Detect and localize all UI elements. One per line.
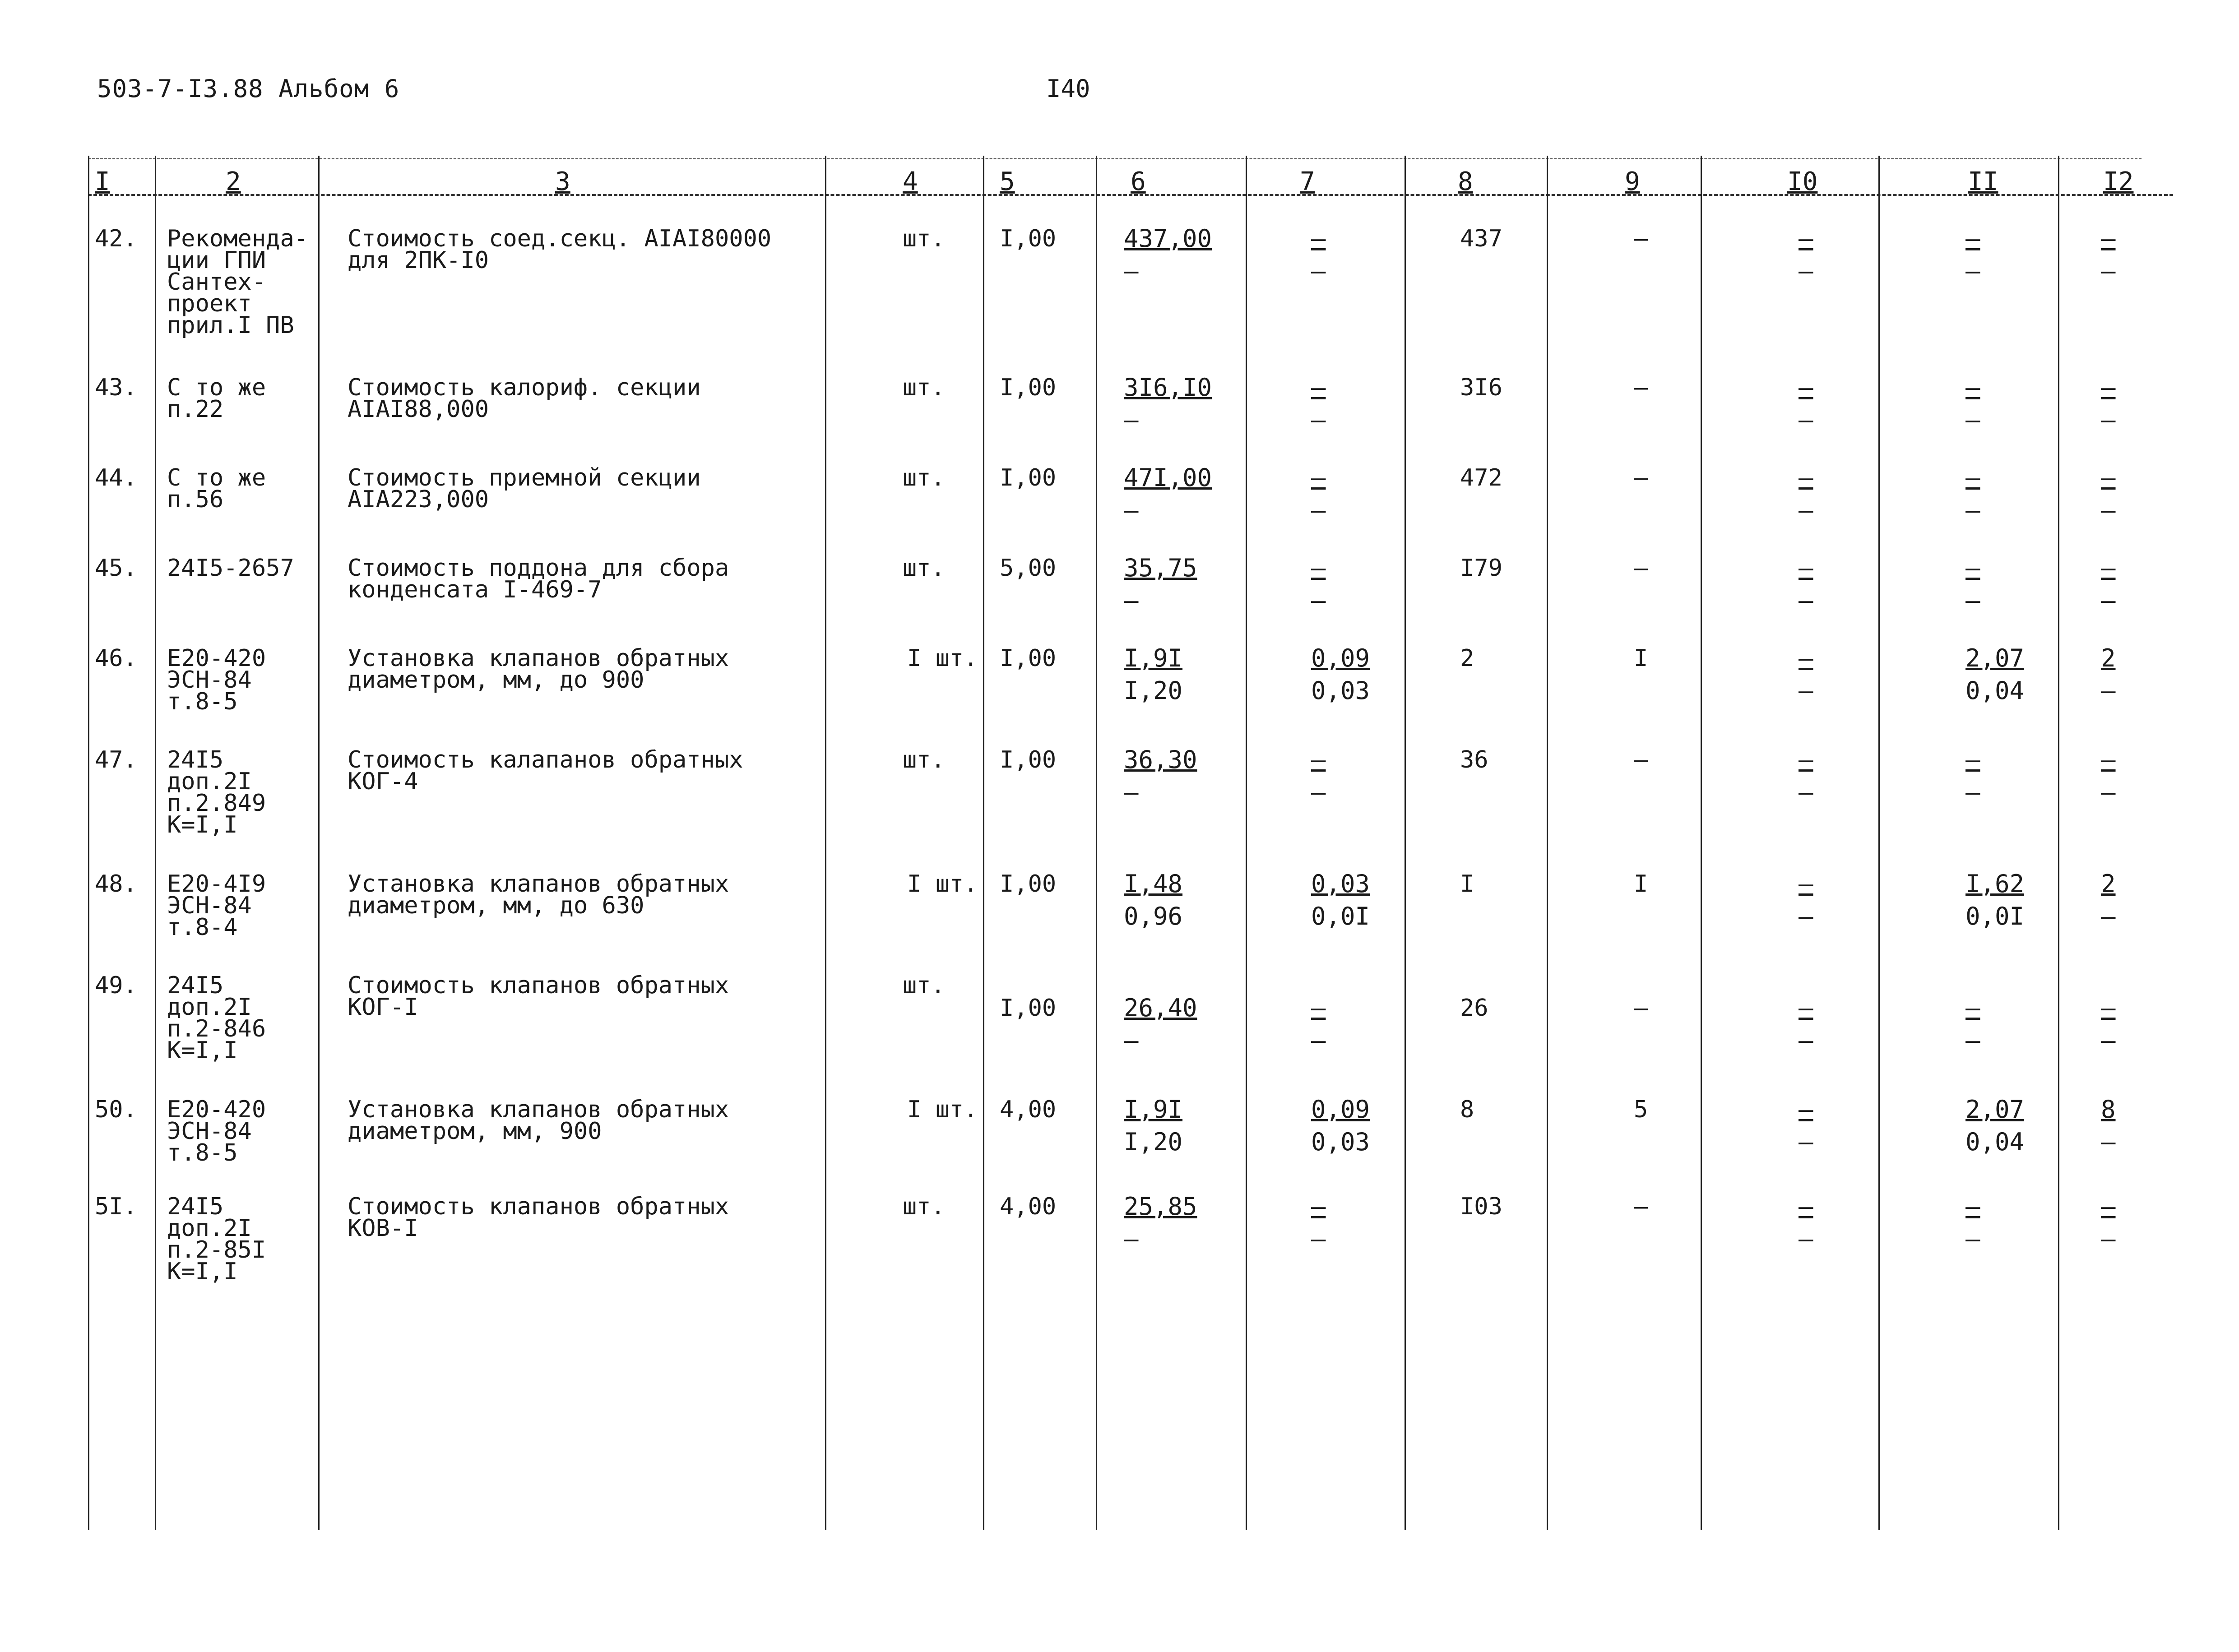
column-divider bbox=[1547, 156, 1548, 1530]
col-12-numerator: – bbox=[2101, 224, 2116, 253]
unit-cost-numerator: 47I,00 bbox=[1124, 463, 1212, 492]
total-wages: – bbox=[1634, 555, 1648, 582]
quantity: 4,00 bbox=[1000, 1096, 1057, 1123]
unit-cost-numerator: 3I6,I0 bbox=[1124, 373, 1212, 402]
col-10-numerator: – bbox=[1799, 1095, 1813, 1124]
col-12 bbox=[2101, 868, 2116, 933]
row-number: 43. bbox=[95, 374, 137, 401]
work-description: Установка клапанов обратных диаметром, мм, 900 bbox=[348, 1096, 729, 1145]
unit-cost-denominator: – bbox=[1124, 1026, 1139, 1055]
col-10-denominator: – bbox=[1799, 586, 1813, 615]
col-12-denominator: – bbox=[2101, 257, 2116, 285]
col-10-numerator: – bbox=[1799, 1192, 1813, 1221]
column-divider bbox=[1405, 156, 1406, 1530]
total-wages: I bbox=[1634, 870, 1648, 898]
total-cost: 3I6 bbox=[1460, 374, 1502, 401]
unit-cost-numerator: I,48 bbox=[1124, 870, 1183, 898]
justification-code: 24I5 доп.2I п.2.849 К=I,I bbox=[167, 746, 266, 838]
col-11-denominator: 0,04 bbox=[1965, 676, 2025, 705]
column-divider bbox=[1246, 156, 1247, 1530]
work-description: Стоимость поддона для сбора конденсата I-469-7 bbox=[348, 555, 729, 603]
unit-cost-denominator: – bbox=[1124, 778, 1139, 806]
total-wages: I bbox=[1634, 645, 1648, 672]
col-11-numerator: I,62 bbox=[1965, 870, 2025, 898]
col-10-denominator: – bbox=[1799, 1225, 1813, 1253]
justification-code: Е20-420 ЭСН-84 т.8-5 bbox=[167, 1096, 266, 1166]
col-12-numerator: – bbox=[2101, 1192, 2116, 1221]
col-10-numerator: – bbox=[1799, 745, 1813, 774]
quantity: 4,00 bbox=[1000, 1193, 1057, 1220]
unit: шт. bbox=[903, 464, 945, 491]
column-number-7: 7 bbox=[1300, 167, 1315, 196]
col-10-denominator: – bbox=[1799, 496, 1813, 524]
quantity: I,00 bbox=[1000, 464, 1057, 491]
row-number: 42. bbox=[95, 225, 137, 252]
work-description: Стоимость калориф. секции AIAI88,000 bbox=[348, 374, 701, 423]
unit-cost bbox=[1124, 868, 1182, 933]
unit-wages bbox=[1311, 552, 1326, 617]
col-12 bbox=[2101, 371, 2116, 436]
unit-wages bbox=[1311, 1093, 1370, 1158]
unit: I шт. bbox=[907, 645, 978, 672]
unit: шт. bbox=[903, 746, 945, 773]
total-wages: – bbox=[1634, 995, 1648, 1022]
unit-wages-denominator: – bbox=[1311, 586, 1326, 615]
col-11-denominator: – bbox=[1965, 1225, 1980, 1253]
total-wages: – bbox=[1634, 1193, 1648, 1220]
col-10-denominator: – bbox=[1799, 257, 1813, 285]
col-10 bbox=[1799, 868, 1813, 933]
unit-wages-numerator: – bbox=[1311, 745, 1326, 774]
col-10 bbox=[1799, 1093, 1813, 1158]
quantity: I,00 bbox=[1000, 746, 1057, 773]
col-11-denominator: 0,04 bbox=[1965, 1128, 2025, 1156]
unit-cost-numerator: I,9I bbox=[1124, 1095, 1183, 1124]
unit-wages-numerator: – bbox=[1311, 994, 1326, 1022]
col-10-denominator: – bbox=[1799, 406, 1813, 434]
col-11-denominator: – bbox=[1965, 257, 1980, 285]
col-11-numerator: 2,07 bbox=[1965, 1095, 2025, 1124]
unit-cost bbox=[1124, 642, 1182, 707]
unit: шт. bbox=[903, 972, 945, 999]
unit-wages-denominator: – bbox=[1311, 257, 1326, 285]
unit-wages-numerator: 0,09 bbox=[1311, 1095, 1370, 1124]
unit-wages-denominator: – bbox=[1311, 406, 1326, 434]
total-wages: – bbox=[1634, 374, 1648, 401]
row-number: 45. bbox=[95, 555, 137, 582]
unit-wages-numerator: – bbox=[1311, 1192, 1326, 1221]
unit-wages bbox=[1311, 642, 1370, 707]
total-cost: 437 bbox=[1460, 225, 1502, 252]
col-11 bbox=[1965, 222, 1980, 287]
column-divider bbox=[983, 156, 984, 1530]
justification-code: Е20-4I9 ЭСН-84 т.8-4 bbox=[167, 870, 266, 941]
col-11 bbox=[1965, 1190, 1980, 1255]
unit-wages-denominator: – bbox=[1311, 1026, 1326, 1055]
work-description: Стоимость калапанов обратных КОГ-4 bbox=[348, 746, 743, 795]
col-10 bbox=[1799, 371, 1813, 436]
column-number-11: II bbox=[1968, 167, 1998, 196]
column-number-4: 4 bbox=[903, 167, 918, 196]
unit-cost bbox=[1124, 552, 1197, 617]
col-12 bbox=[2101, 744, 2116, 809]
total-wages: – bbox=[1634, 225, 1648, 252]
quantity: I,00 bbox=[1000, 645, 1057, 672]
col-11-denominator: – bbox=[1965, 778, 1980, 806]
unit-wages-numerator: 0,03 bbox=[1311, 870, 1370, 898]
unit-cost bbox=[1124, 222, 1212, 287]
col-12-numerator: – bbox=[2101, 373, 2116, 402]
work-description: Стоимость приемной секции AIA223,000 bbox=[348, 464, 701, 513]
unit-cost-numerator: 26,40 bbox=[1124, 994, 1197, 1022]
total-cost: I79 bbox=[1460, 555, 1502, 582]
col-11 bbox=[1965, 868, 2024, 933]
col-12-numerator: – bbox=[2101, 994, 2116, 1022]
unit: шт. bbox=[903, 225, 945, 252]
justification-code: Е20-420 ЭСН-84 т.8-5 bbox=[167, 645, 266, 715]
col-10 bbox=[1799, 642, 1813, 707]
col-12-denominator: – bbox=[2101, 406, 2116, 434]
header-doc-code: 503-7-I3.88 Альбом 6 bbox=[97, 74, 400, 103]
column-divider bbox=[318, 156, 320, 1530]
col-10 bbox=[1799, 462, 1813, 527]
col-11-numerator: – bbox=[1965, 373, 1980, 402]
col-11 bbox=[1965, 462, 1980, 527]
col-10 bbox=[1799, 744, 1813, 809]
unit-cost-denominator: – bbox=[1124, 257, 1139, 285]
unit-wages bbox=[1311, 462, 1326, 527]
column-number-10: I0 bbox=[1787, 167, 1818, 196]
unit-wages bbox=[1311, 371, 1326, 436]
col-10-numerator: – bbox=[1799, 224, 1813, 253]
col-12-numerator: – bbox=[2101, 463, 2116, 492]
col-11-numerator: – bbox=[1965, 554, 1980, 582]
unit: шт. bbox=[903, 555, 945, 582]
column-number-8: 8 bbox=[1458, 167, 1473, 196]
col-11 bbox=[1965, 744, 1980, 809]
unit-wages-numerator: – bbox=[1311, 373, 1326, 402]
justification-code: 24I5 доп.2I п.2-846 К=I,I bbox=[167, 972, 266, 1064]
unit-cost-numerator: 35,75 bbox=[1124, 554, 1197, 582]
col-10-numerator: – bbox=[1799, 373, 1813, 402]
unit-wages-denominator: – bbox=[1311, 778, 1326, 806]
col-10-numerator: – bbox=[1799, 644, 1813, 672]
unit: шт. bbox=[903, 1193, 945, 1220]
unit-cost-denominator: – bbox=[1124, 1225, 1139, 1253]
col-10 bbox=[1799, 992, 1813, 1057]
unit: I шт. bbox=[907, 870, 978, 898]
col-12-denominator: – bbox=[2101, 496, 2116, 524]
unit-cost-denominator: – bbox=[1124, 406, 1139, 434]
table-top-border bbox=[88, 158, 2142, 159]
row-number: 50. bbox=[95, 1096, 137, 1123]
col-11 bbox=[1965, 642, 2024, 707]
column-number-5: 5 bbox=[1000, 167, 1015, 196]
col-11-denominator: – bbox=[1965, 586, 1980, 615]
unit: I шт. bbox=[907, 1096, 978, 1123]
unit-wages-numerator: – bbox=[1311, 224, 1326, 253]
unit-wages bbox=[1311, 222, 1326, 287]
unit-wages bbox=[1311, 868, 1370, 933]
col-10 bbox=[1799, 222, 1813, 287]
col-10-denominator: – bbox=[1799, 902, 1813, 930]
work-description: Установка клапанов обратных диаметром, мм, до 900 bbox=[348, 645, 729, 694]
col-10-numerator: – bbox=[1799, 463, 1813, 492]
col-12-numerator: 8 bbox=[2101, 1095, 2116, 1124]
unit-wages bbox=[1311, 992, 1326, 1057]
col-11-numerator: – bbox=[1965, 463, 1980, 492]
total-wages: 5 bbox=[1634, 1096, 1648, 1123]
col-10 bbox=[1799, 1190, 1813, 1255]
total-cost: 26 bbox=[1460, 995, 1488, 1022]
row-number: 47. bbox=[95, 746, 137, 773]
col-12 bbox=[2101, 1093, 2116, 1158]
unit-wages-denominator: – bbox=[1311, 496, 1326, 524]
row-number: 49. bbox=[95, 972, 137, 999]
column-number-6: 6 bbox=[1131, 167, 1146, 196]
col-11-numerator: – bbox=[1965, 745, 1980, 774]
unit-cost-numerator: I,9I bbox=[1124, 644, 1183, 672]
quantity: I,00 bbox=[1000, 870, 1057, 898]
column-divider bbox=[155, 156, 156, 1530]
unit-cost-numerator: 25,85 bbox=[1124, 1192, 1197, 1221]
column-divider bbox=[1878, 156, 1880, 1530]
col-10-denominator: – bbox=[1799, 676, 1813, 705]
quantity: I,00 bbox=[1000, 374, 1057, 401]
row-number: 48. bbox=[95, 870, 137, 898]
col-10 bbox=[1799, 552, 1813, 617]
total-wages: – bbox=[1634, 464, 1648, 491]
unit: шт. bbox=[903, 374, 945, 401]
unit-wages-numerator: 0,09 bbox=[1311, 644, 1370, 672]
total-cost: 2 bbox=[1460, 645, 1474, 672]
unit-cost bbox=[1124, 462, 1212, 527]
unit-cost bbox=[1124, 744, 1197, 809]
total-cost: I bbox=[1460, 870, 1474, 898]
total-cost: 472 bbox=[1460, 464, 1502, 491]
unit-wages bbox=[1311, 744, 1326, 809]
col-12-denominator: – bbox=[2101, 1225, 2116, 1253]
col-11-numerator: – bbox=[1965, 994, 1980, 1022]
unit-cost-denominator: – bbox=[1124, 496, 1139, 524]
justification-code: Рекоменда- ции ГПИ Сантех- проект прил.I ПВ bbox=[167, 225, 309, 339]
row-number: 44. bbox=[95, 464, 137, 491]
work-description: Стоимость клапанов обратных КОГ-I bbox=[348, 972, 729, 1021]
col-11 bbox=[1965, 992, 1980, 1057]
total-cost: 8 bbox=[1460, 1096, 1474, 1123]
col-11 bbox=[1965, 552, 1980, 617]
col-12-denominator: – bbox=[2101, 778, 2116, 806]
col-12-numerator: 2 bbox=[2101, 870, 2116, 898]
col-12-numerator: – bbox=[2101, 554, 2116, 582]
work-description: Установка клапанов обратных диаметром, мм, до 630 bbox=[348, 870, 729, 919]
col-12-denominator: – bbox=[2101, 1026, 2116, 1055]
column-divider bbox=[1096, 156, 1097, 1530]
total-cost: I03 bbox=[1460, 1193, 1502, 1220]
unit-cost-denominator: I,20 bbox=[1124, 1128, 1183, 1156]
column-number-12: I2 bbox=[2103, 167, 2134, 196]
column-divider bbox=[2058, 156, 2059, 1530]
col-12-denominator: – bbox=[2101, 1128, 2116, 1156]
quantity: 5,00 bbox=[1000, 555, 1057, 582]
col-11-denominator: – bbox=[1965, 406, 1980, 434]
unit-wages-numerator: – bbox=[1311, 463, 1326, 492]
col-12 bbox=[2101, 642, 2116, 707]
col-12 bbox=[2101, 992, 2116, 1057]
col-12-numerator: – bbox=[2101, 745, 2116, 774]
unit-cost-denominator: 0,96 bbox=[1124, 902, 1183, 930]
unit-wages-denominator: 0,03 bbox=[1311, 676, 1370, 705]
column-divider bbox=[1701, 156, 1702, 1530]
column-number-1: I bbox=[95, 167, 110, 196]
col-11-numerator: – bbox=[1965, 224, 1980, 253]
unit-wages-denominator: – bbox=[1311, 1225, 1326, 1253]
justification-code: 24I5-2657 bbox=[167, 555, 294, 582]
justification-code: С то же п.56 bbox=[167, 464, 266, 513]
unit-cost bbox=[1124, 371, 1212, 436]
col-12-denominator: – bbox=[2101, 902, 2116, 930]
column-divider bbox=[88, 156, 89, 1530]
unit-cost-numerator: 36,30 bbox=[1124, 745, 1197, 774]
unit-wages-numerator: – bbox=[1311, 554, 1326, 582]
col-10-numerator: – bbox=[1799, 870, 1813, 898]
col-11-denominator: – bbox=[1965, 496, 1980, 524]
col-12 bbox=[2101, 462, 2116, 527]
unit-cost bbox=[1124, 992, 1197, 1057]
col-10-numerator: – bbox=[1799, 994, 1813, 1022]
col-12-denominator: – bbox=[2101, 676, 2116, 705]
row-number: 5I. bbox=[95, 1193, 137, 1220]
row-number: 46. bbox=[95, 645, 137, 672]
quantity: I,00 bbox=[1000, 995, 1057, 1022]
unit-cost-denominator: – bbox=[1124, 586, 1139, 615]
work-description: Стоимость клапанов обратных КОВ-I bbox=[348, 1193, 729, 1242]
work-description: Стоимость соед.секц. AIAI80000 для 2ПК-I0 bbox=[348, 225, 772, 274]
unit-cost-denominator: I,20 bbox=[1124, 676, 1183, 705]
justification-code: 24I5 доп.2I п.2-85I К=I,I bbox=[167, 1193, 266, 1285]
column-number-3: 3 bbox=[555, 167, 570, 196]
col-11 bbox=[1965, 371, 1980, 436]
col-12 bbox=[2101, 552, 2116, 617]
col-10-denominator: – bbox=[1799, 1128, 1813, 1156]
col-11-numerator: – bbox=[1965, 1192, 1980, 1221]
col-11-numerator: 2,07 bbox=[1965, 644, 2025, 672]
unit-cost bbox=[1124, 1093, 1182, 1158]
quantity: I,00 bbox=[1000, 225, 1057, 252]
col-12-numerator: 2 bbox=[2101, 644, 2116, 672]
unit-cost-numerator: 437,00 bbox=[1124, 224, 1212, 253]
col-11-denominator: 0,0I bbox=[1965, 902, 2025, 930]
column-number-2: 2 bbox=[226, 167, 241, 196]
col-12 bbox=[2101, 222, 2116, 287]
col-12-denominator: – bbox=[2101, 586, 2116, 615]
total-cost: 36 bbox=[1460, 746, 1488, 773]
col-10-denominator: – bbox=[1799, 778, 1813, 806]
column-number-9: 9 bbox=[1625, 167, 1640, 196]
column-divider bbox=[825, 156, 826, 1530]
col-11-denominator: – bbox=[1965, 1026, 1980, 1055]
unit-wages bbox=[1311, 1190, 1326, 1255]
header-page-number: I40 bbox=[1046, 74, 1090, 103]
unit-cost bbox=[1124, 1190, 1197, 1255]
total-wages: – bbox=[1634, 746, 1648, 773]
justification-code: С то же п.22 bbox=[167, 374, 266, 423]
col-10-numerator: – bbox=[1799, 554, 1813, 582]
col-10-denominator: – bbox=[1799, 1026, 1813, 1055]
unit-wages-denominator: 0,0I bbox=[1311, 902, 1370, 930]
col-12 bbox=[2101, 1190, 2116, 1255]
col-11 bbox=[1965, 1093, 2024, 1158]
unit-wages-denominator: 0,03 bbox=[1311, 1128, 1370, 1156]
